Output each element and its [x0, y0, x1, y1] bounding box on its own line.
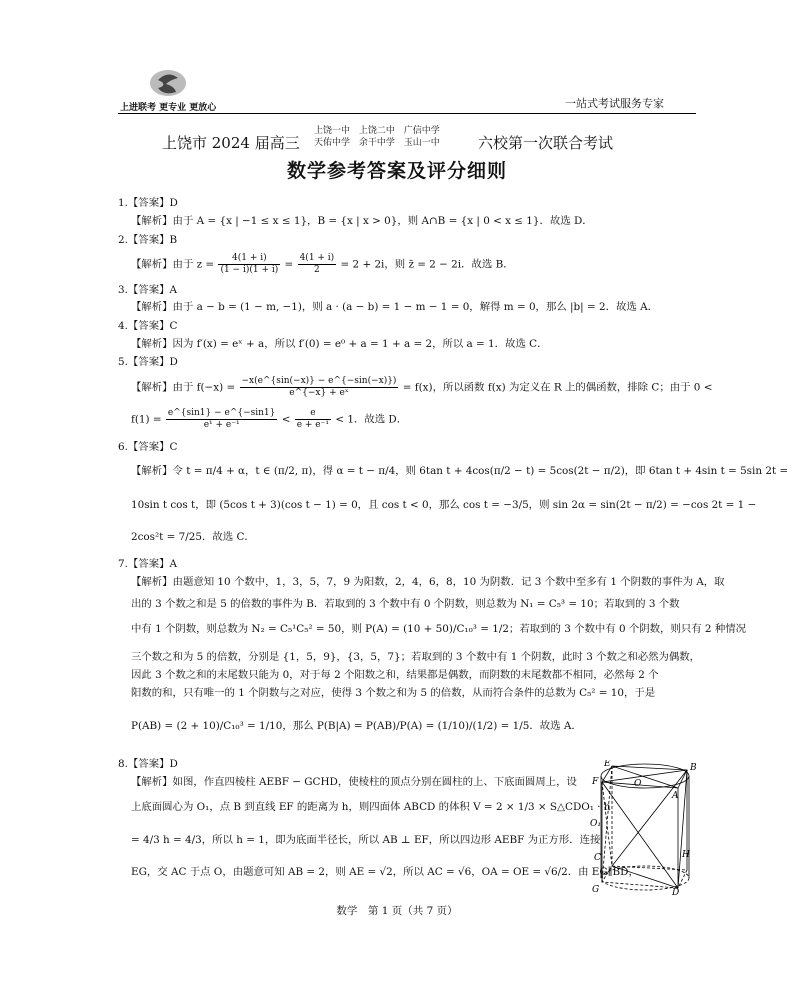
q5-text: 【解析】由于 f(−x) =: [131, 381, 236, 394]
q5b-text: f(1) =: [131, 413, 162, 426]
header-tagline: 一站式考试服务专家: [565, 97, 664, 110]
q5b-less-than: <: [281, 413, 291, 426]
q7-analysis-3: 中有 1 个阴数，则总数为 N₂ = C₅¹C₅² = 50，则 P(A) = (10 + 50)/C₁₀³ = 1/2；若取到的 3 个数中有 0 个阴数，则只有 2 种情况: [131, 623, 747, 635]
q5b-fraction-1: $\frac{e\^{}\{\sin 1\} - e\^{}\{-\sin 1\}}{\text{e¹ + e⁻¹}}$: [167, 408, 276, 430]
q2-answer: 2.【答案】B: [118, 234, 178, 246]
q2-text: 【解析】由于 z =: [131, 258, 215, 271]
brand-logo-icon: [148, 68, 188, 98]
q5-text-end: = f(x)，所以函数 f(x) 为定义在 R 上的偶函数，排除 C；由于 0 <: [402, 381, 713, 394]
q5b-fraction-2: $\frac{e}{\text{e + e⁻¹}}$: [296, 408, 329, 430]
q8-analysis-4: EG，交 AC 于点 O，由题意可知 AB = 2，则 AE = √2，所以 AC = √6，OA = OE = √6/2．由 EG∥BD，: [131, 866, 639, 878]
page-subtitle: 数学参考答案及评分细则: [286, 160, 507, 182]
q3-analysis: 【解析】由于 a − b = (1 − m, −1)，则 a · (a − b) = 1 − m − 1 = 0，解得 m = 0，那么 |b| = 2．故选 A．: [131, 301, 658, 313]
q8-analysis-3: = 4/3 h = 4/3，所以 h = 1，即为底面半径长，所以 AB ⊥ EF，所以四边形 AEBF 为正方形．连接: [131, 834, 601, 846]
q6-analysis-1: 【解析】令 t = π/4 + α，t ∈ (π/2, π)，得 α = t − π/4，则 6tan t + 4cos(π/2 − t) = 5cos(2t − π/2)，即 6tan t + 4sin t = 5sin 2t =: [131, 465, 789, 477]
label-E: E: [604, 760, 611, 769]
q5-fraction-1: $\frac{-x(e\^{}\{\sin(-x)\} - e\^{}\{-\sin(-x)\})}{\text{e\textasciicircum{}\{−x\} + eˣ}}$: [241, 376, 397, 398]
q4-analysis: 【解析】因为 f′(x) = eˣ + a，所以 f′(0) = e⁰ + a = 1 + a = 2，所以 a = 1．故选 C．: [131, 338, 548, 350]
q5b-text-end: < 1．故选 D．: [335, 413, 408, 426]
q6-analysis-2: 10sin t cos t，即 (5cos t + 3)(cos t − 1) = 0，且 cos t < 0，那么 cos t = −3/5，则 sin 2α = sin(2t − π/2) = −cos 2t = 1 −: [131, 499, 757, 511]
schools-row-2: 天佑中学 余干中学 玉山一中: [314, 138, 440, 148]
q7-analysis-6: 阳数的和，只有唯一的 1 个阴数与之对应，使得 3 个数之和为 5 的倍数，从而符合条件的总数为 C₅² = 10，于是: [131, 687, 656, 699]
label-H: H: [682, 850, 690, 860]
logo-text: 上进联考 更专业 更放心: [120, 103, 217, 113]
q2-equals: =: [284, 258, 294, 271]
q1-answer: 1.【答案】D: [118, 197, 178, 209]
title-tail: 六校第一次联合考试: [478, 134, 614, 152]
q2-fraction-1: $\frac{4(1 + i)}{(1 - i)(1 + i)}$: [220, 253, 279, 275]
label-C: C: [594, 853, 601, 863]
label-F: F: [592, 777, 599, 787]
q5-analysis-line-2: [131, 408, 407, 431]
q7-analysis-5: 因此 3 个数之和的末尾数只能为 0，对于每 2 个阳数之和，结果都是偶数，而阴数的末尾数都不相同，必然每 2 个: [131, 669, 659, 681]
header-divider: [118, 113, 696, 114]
exam-title: [0, 125, 794, 159]
q2-analysis: [131, 253, 514, 276]
label-O1: O₁: [590, 819, 601, 829]
label-B: B: [690, 763, 697, 773]
q7-analysis-7: P(AB) = (2 + 10)/C₁₀³ = 1/10，那么 P(B|A) = P(AB)/P(A) = (1/10)/(1/2) = 1/5．故选 A．: [131, 720, 582, 732]
page-footer: 数学 第 1 页（共 7 页）: [336, 905, 458, 917]
label-O: O: [634, 779, 642, 789]
q2-fraction-2: $\frac{4(1 + i)}{2}$: [299, 253, 335, 275]
title-main: 上饶市 2024 届高三: [162, 134, 300, 152]
q7-answer: 7.【答案】A: [118, 558, 177, 570]
q7-analysis-4: 三个数之和为 5 的倍数，分别是 {1，5，9}，{3，5，7}；若取到的 3 个数中有 1 个阴数，此时 3 个数之和必然为偶数，: [131, 651, 701, 663]
q7-analysis-2: 出的 3 个数之和是 5 的倍数的事件为 B．若取到的 3 个数中有 0 个阴数，则总数为 N₁ = C₅³ = 10；若取到的 3 个数: [131, 598, 680, 610]
q5-analysis: [131, 376, 712, 399]
q3-answer: 3.【答案】A: [118, 284, 177, 296]
school-list: [314, 125, 440, 149]
q1-analysis: 【解析】由于 A = {x | −1 ≤ x ≤ 1}，B = {x | x > 0}，则 A∩B = {x | 0 < x ≤ 1}．故选 D．: [131, 215, 593, 227]
label-D: D: [672, 888, 680, 895]
page-header: [0, 0, 794, 118]
q6-answer: 6.【答案】C: [118, 441, 178, 453]
q2-text-end: = 2 + 2i，则 z̄ = 2 − 2i．故选 B．: [340, 258, 514, 271]
label-G: G: [592, 885, 600, 895]
q8-answer: 8.【答案】D: [118, 758, 178, 770]
q4-answer: 4.【答案】C: [118, 320, 178, 332]
q8-analysis-1: 【解析】如图，作直四棱柱 AEBF − GCHD，使棱柱的顶点分别在圆柱的上、下底面圆周上，设: [131, 776, 577, 788]
cylinder-prism-figure: [590, 760, 700, 895]
q5-answer: 5.【答案】D: [118, 356, 178, 368]
label-A: A: [672, 791, 679, 801]
q7-analysis-1: 【解析】由题意知 10 个数中，1，3，5，7，9 为阳数，2，4，6，8，10 为阴数．记 3 个数中至多有 1 个阴数的事件为 A，取: [131, 576, 725, 588]
q6-analysis-3: 2cos²t = 7/25．故选 C．: [131, 531, 255, 543]
q8-analysis-2: 上底面圆心为 O₁，点 B 到直线 EF 的距离为 h，则四面体 ABCD 的体积 V = 2 × 1/3 × S△CDO₁ · h: [131, 801, 611, 813]
schools-row-1: 上饶一中 上饶二中 广信中学: [314, 126, 440, 136]
